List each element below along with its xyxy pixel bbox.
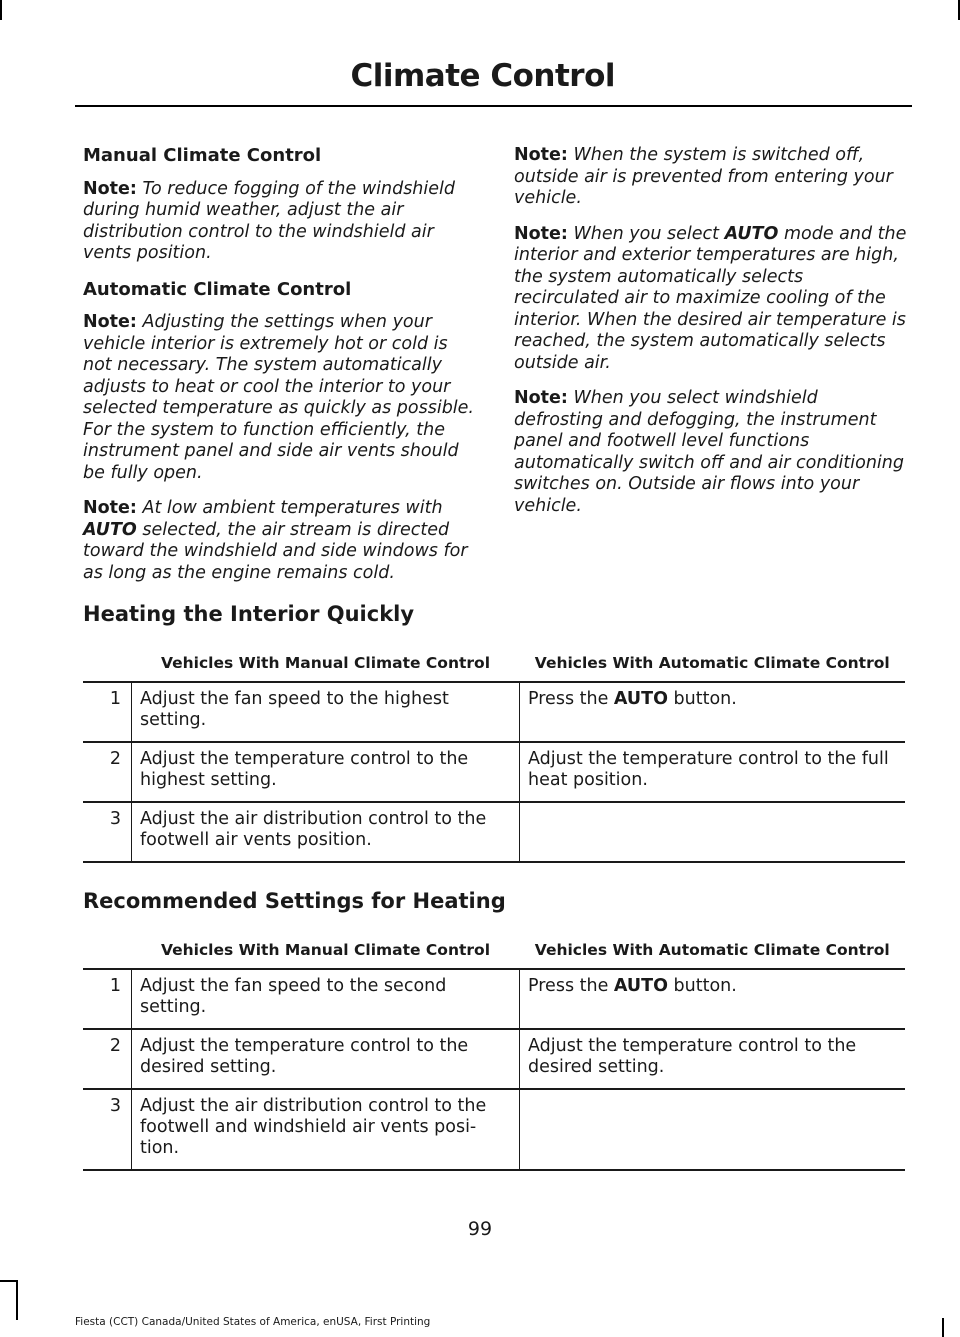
- auto-step-suffix: button.: [673, 689, 737, 709]
- right-note-2: [514, 224, 910, 375]
- col-header-num: [83, 645, 132, 682]
- manual-step: Adjust the temperature control to the desired setting.: [132, 1029, 520, 1089]
- crop-mark-bottom-left-v: [16, 1280, 18, 1320]
- table-row: [83, 1089, 905, 1170]
- crop-mark-top-left: [0, 0, 2, 20]
- step-number: 2: [83, 1029, 132, 1089]
- auto-step-suffix: button.: [673, 976, 737, 996]
- auto-step: Adjust the temperature control to the full heat position.: [520, 742, 906, 802]
- manual-step: Adjust the fan speed to the highest setting.: [132, 682, 520, 742]
- note-text: mode and the interior and exterior temperatures are high, the system automatically selects recirculated air to maximize cooling of the interior. When the desired air temperature is reached, the system automatically selects outside air.: [514, 223, 907, 373]
- table-header-row: [83, 932, 905, 969]
- left-column: [83, 145, 475, 598]
- manual-note: [83, 179, 475, 265]
- note-label: Note:: [83, 312, 137, 332]
- table-row: [83, 969, 905, 1029]
- right-note-1: [514, 145, 910, 210]
- note-label: Note:: [514, 223, 568, 244]
- table-row: [83, 802, 905, 862]
- table-row: [83, 742, 905, 802]
- manual-step: Adjust the air distribution control to the footwell air vents position.: [132, 802, 520, 862]
- auto-step-prefix: Press the: [528, 689, 609, 709]
- manual-step: Adjust the air distribution control to the footwell and windshield air vents posi-tion.: [132, 1089, 520, 1170]
- auto-note-2: [83, 498, 475, 584]
- table-header-row: [83, 645, 905, 682]
- auto-step: [520, 802, 906, 862]
- note-text: selected, the air stream is directed toward the windshield and side windows for as long as the engine remains cold.: [83, 519, 468, 583]
- auto-step-prefix: Press the: [528, 976, 609, 996]
- auto-step: [520, 682, 906, 742]
- note-label: Note:: [83, 498, 137, 518]
- note-text: At low ambient temperatures with: [142, 498, 443, 518]
- heating-recommended-table: [83, 932, 905, 1171]
- step-number: 2: [83, 742, 132, 802]
- manual-step: Adjust the temperature control to the highest setting.: [132, 742, 520, 802]
- footer-text: Fiesta (CCT) Canada/United States of America, enUSA, First Printing: [75, 1316, 431, 1328]
- col-header-auto: Vehicles With Automatic Climate Control: [520, 645, 906, 682]
- note-text: To reduce fogging of the windshield during humid weather, adjust the air distribution control to the windshield air vents position.: [83, 178, 455, 263]
- heating-quick-title: Heating the Interior Quickly: [83, 602, 415, 626]
- step-number: 1: [83, 682, 132, 742]
- manual-step: Adjust the fan speed to the second setting.: [132, 969, 520, 1029]
- note-text: When you select windshield defrosting and defogging, the instrument panel and footwell level functions automatically switch off and air conditioning switches on. Outside air flows into your vehicle.: [514, 388, 904, 516]
- auto-keyword: AUTO: [613, 976, 668, 996]
- page-number: 99: [467, 1218, 493, 1240]
- note-label: Note:: [83, 178, 137, 199]
- auto-keyword: AUTO: [724, 223, 779, 244]
- table-row: [83, 682, 905, 742]
- note-label: Note:: [514, 145, 568, 165]
- note-text: When you select: [573, 223, 720, 244]
- auto-step: [520, 969, 906, 1029]
- right-column: [514, 145, 910, 531]
- col-header-manual: Vehicles With Manual Climate Control: [132, 645, 520, 682]
- heating-recommended-title: Recommended Settings for Heating: [83, 889, 506, 913]
- auto-step: [520, 1089, 906, 1170]
- manual-climate-heading: Manual Climate Control: [83, 145, 322, 166]
- auto-note-1: [83, 312, 475, 484]
- step-number: 1: [83, 969, 132, 1029]
- crop-mark-bottom-right: [942, 1318, 944, 1337]
- heating-quick-table: [83, 645, 905, 863]
- auto-keyword: AUTO: [83, 519, 137, 540]
- col-header-auto: Vehicles With Automatic Climate Control: [520, 932, 906, 969]
- col-header-manual: Vehicles With Manual Climate Control: [132, 932, 520, 969]
- auto-keyword: AUTO: [613, 689, 668, 709]
- col-header-num: [83, 932, 132, 969]
- right-note-3: [514, 388, 910, 517]
- note-text: When the system is switched off, outside air is prevented from entering your vehicle.: [514, 145, 893, 208]
- step-number: 3: [83, 1089, 132, 1170]
- step-number: 3: [83, 802, 132, 862]
- automatic-climate-heading: Automatic Climate Control: [83, 278, 352, 300]
- table-row: [83, 1029, 905, 1089]
- note-label: Note:: [514, 388, 568, 408]
- auto-step: Adjust the temperature control to the desired setting.: [520, 1029, 906, 1089]
- note-text: Adjusting the settings when your vehicle interior is extremely hot or cold is not necessary. The system automatically adjusts to heat or cool the interior to your selected temperature as quickly as possible. For the system to function efficiently, the instrument panel and side air vents should be fully open.: [83, 312, 474, 483]
- page-header-title: Climate Control: [350, 58, 615, 94]
- header-rule: [75, 105, 912, 107]
